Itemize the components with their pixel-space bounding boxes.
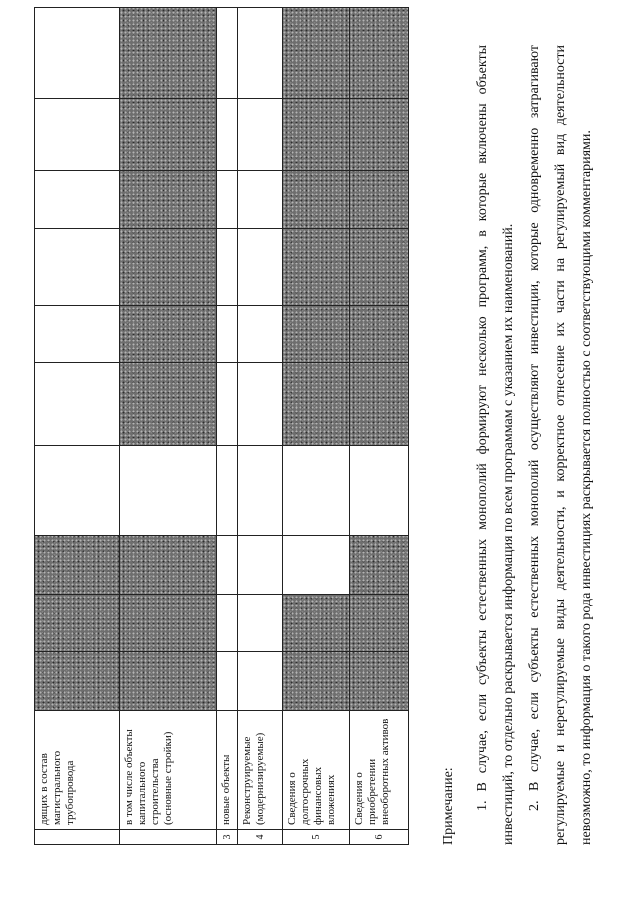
table-cell	[238, 8, 283, 99]
shaded-cell	[350, 99, 409, 171]
shaded-cell	[283, 8, 350, 99]
shaded-cell	[120, 306, 217, 363]
table-cell	[35, 171, 120, 229]
shaded-cell	[35, 536, 120, 595]
table-cell	[217, 8, 238, 99]
shaded-cell	[120, 99, 217, 171]
shaded-cell	[35, 595, 120, 652]
shaded-cell	[283, 363, 350, 446]
table-cell	[238, 536, 283, 595]
note-2: 2. В случае, если субъекты естественных монополий осуществляют инвестиции, которые одновременно затрагивают регулируемые и нерегулируемые виды деятельности, и корректное отнесение их части на регулируемый вид деятельности невозможно, то информация о такого рода инвестициях раскрывается полностью с соответствующими комментариями.	[527, 45, 594, 845]
shaded-cell	[283, 652, 350, 711]
table-cell	[350, 446, 409, 536]
investment-table	[34, 7, 409, 845]
shaded-cell	[283, 306, 350, 363]
shaded-cell	[120, 229, 217, 306]
table-cell	[217, 306, 238, 363]
table-row	[35, 8, 120, 845]
shaded-cell	[350, 652, 409, 711]
table-cell	[120, 446, 217, 536]
table-cell	[35, 229, 120, 306]
table-cell	[238, 306, 283, 363]
shaded-cell	[350, 595, 409, 652]
table-cell	[238, 652, 283, 711]
row-label: в том числе объекты капитального строительства (основные стройки)	[120, 711, 217, 830]
table-cell	[283, 446, 350, 536]
notes-heading: Примечание:	[441, 767, 456, 845]
table-cell	[217, 99, 238, 171]
table-cell	[35, 446, 120, 536]
table-cell	[35, 8, 120, 99]
table-cell	[238, 171, 283, 229]
shaded-cell	[35, 652, 120, 711]
table-cell	[35, 306, 120, 363]
shaded-cell	[283, 171, 350, 229]
row-label: дящих в состав магистрального трубопровода	[35, 711, 120, 830]
note-1: 1. В случае, если субъекты естественных монополий формируют несколько программ, в которые включены объекты инвестиций, то отдельно раскрывается информация по всем программам с указанием их наименований.	[475, 45, 516, 845]
row-label: Сведения о долгосрочных финансовых вложениях	[283, 711, 350, 830]
shaded-cell	[120, 8, 217, 99]
table-cell	[217, 229, 238, 306]
table-cell	[35, 363, 120, 446]
shaded-cell	[350, 536, 409, 595]
table-cell	[238, 99, 283, 171]
table-cell	[238, 229, 283, 306]
row-number	[120, 830, 217, 845]
row-label: Сведения о приобретении внеоборотных активов	[350, 711, 409, 830]
row-label: Реконструируемые (модернизируемые)	[238, 711, 283, 830]
table-cell	[217, 171, 238, 229]
table-cell	[35, 99, 120, 171]
table-row	[217, 8, 238, 845]
table-cell	[217, 446, 238, 536]
table-cell	[217, 595, 238, 652]
table-cell	[238, 446, 283, 536]
table-cell	[238, 595, 283, 652]
row-number: 3	[217, 830, 238, 845]
shaded-cell	[350, 229, 409, 306]
shaded-cell	[283, 99, 350, 171]
table-cell	[217, 363, 238, 446]
table-cell	[217, 652, 238, 711]
shaded-cell	[283, 229, 350, 306]
shaded-cell	[350, 363, 409, 446]
shaded-cell	[283, 595, 350, 652]
table-cell	[217, 536, 238, 595]
table-row	[120, 8, 217, 845]
notes-section	[436, 45, 600, 845]
shaded-cell	[350, 8, 409, 99]
shaded-cell	[350, 306, 409, 363]
shaded-cell	[120, 536, 217, 595]
shaded-cell	[120, 652, 217, 711]
row-label: новые объекты	[217, 711, 238, 830]
row-number: 5	[283, 830, 350, 845]
table-row	[238, 8, 283, 845]
shaded-cell	[120, 363, 217, 446]
table-row	[283, 8, 350, 845]
shaded-cell	[350, 171, 409, 229]
row-number	[35, 830, 120, 845]
row-number: 4	[238, 830, 283, 845]
row-number: 6	[350, 830, 409, 845]
table-row	[350, 8, 409, 845]
table-cell	[238, 363, 283, 446]
shaded-cell	[120, 171, 217, 229]
table-cell	[283, 536, 350, 595]
shaded-cell	[120, 595, 217, 652]
